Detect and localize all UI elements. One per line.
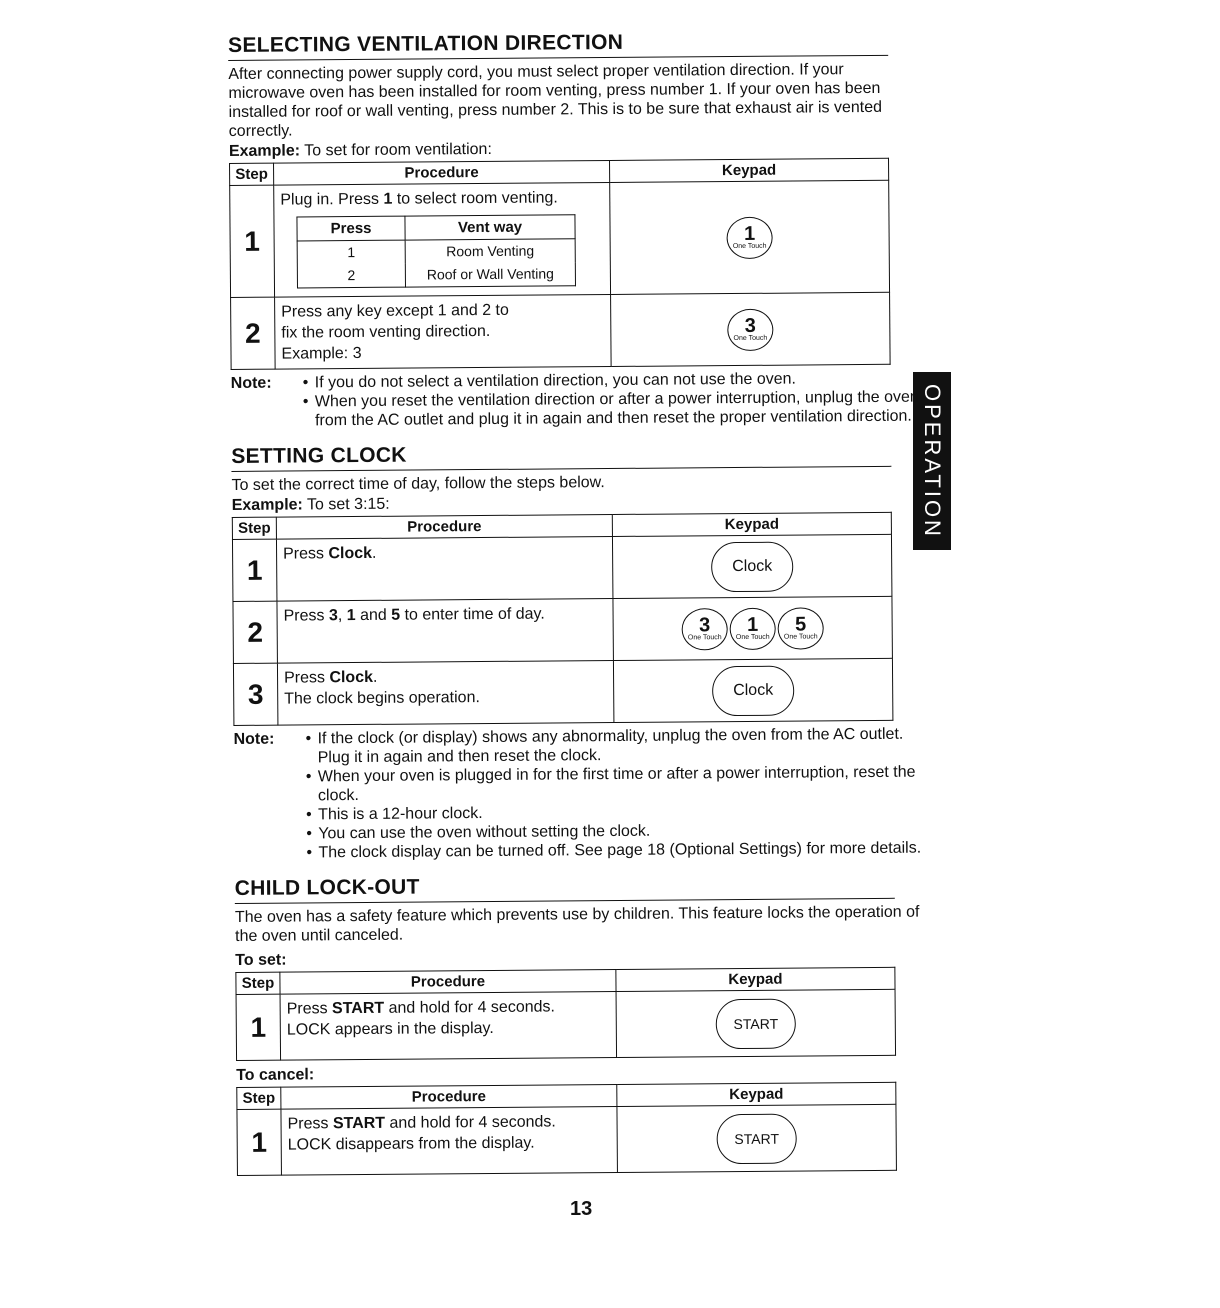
procedure-key: Clock: [329, 668, 374, 687]
procedure-text: and hold for 4 seconds.: [384, 998, 555, 1017]
header-keypad: Keypad: [610, 158, 889, 182]
keypad-cell: [616, 989, 896, 1057]
childlock-heading: CHILD LOCK-OUT: [235, 872, 895, 904]
procedure-text: .: [371, 544, 377, 562]
procedure-text: and: [355, 606, 392, 625]
one-touch-1-key[interactable]: [730, 607, 776, 649]
header-procedure: Procedure: [280, 969, 616, 994]
key-subtext: One Touch: [733, 334, 768, 342]
start-key[interactable]: START: [716, 998, 796, 1049]
table-row: [236, 989, 895, 1060]
keypad-cell: [611, 292, 891, 366]
procedure-line: The clock begins operation.: [284, 689, 480, 708]
start-key[interactable]: START: [716, 1113, 796, 1164]
procedure-key: Clock: [328, 544, 373, 563]
procedure-text: Press: [283, 607, 329, 625]
key-subtext: One Touch: [687, 633, 722, 641]
procedure-text: Plug in. Press: [280, 190, 384, 209]
list-item: • When your oven is plugged in for the first time or after a power interruption, reset the clock.: [306, 763, 924, 806]
key-subtext: One Touch: [783, 632, 818, 641]
step-number: 3: [233, 663, 277, 725]
header-procedure: Procedure: [274, 161, 610, 186]
keypad-cell: [617, 1104, 897, 1172]
inner-press: 2: [297, 264, 405, 288]
step-number: 2: [231, 297, 276, 369]
ventilation-note: [231, 369, 921, 431]
example-label: Example:: [231, 496, 303, 514]
clock-key[interactable]: Clock: [711, 541, 793, 592]
procedure-line: LOCK appears in the display.: [286, 1019, 494, 1039]
procedure-line: Example: 3: [281, 344, 362, 363]
step-procedure: [281, 1106, 618, 1175]
header-keypad: Keypad: [612, 512, 891, 536]
header-step: Step: [237, 1087, 281, 1109]
ventilation-table: [229, 158, 891, 370]
procedure-text: and hold for 4 seconds.: [384, 1113, 556, 1132]
clock-note: [233, 725, 924, 863]
list-item: • This is a 12-hour clock.: [306, 801, 924, 825]
procedure-text: .: [372, 668, 378, 686]
step-number: 1: [230, 185, 275, 297]
list-item: • The clock display can be turned off. See page 18 (Optional Settings) for more details.: [306, 839, 924, 863]
procedure-key: START: [332, 1114, 386, 1133]
keypad-cell: [613, 596, 892, 660]
ventilation-body: After connecting power supply cord, you must select proper ventilation direction. If your microwave oven has been installed for room venting, press number 1. If your oven has been installed for roof or wall venting, press number 2. This is to be sure that exhaust air is vented correctly.: [228, 61, 883, 140]
childlock-body: The oven has a safety feature which prevents use by children. This feature locks the operation of the oven until canceled.: [234, 903, 920, 945]
list-item: • When you reset the ventilation direction or after a power interruption, unplug the oven from the AC outlet and plug it in again and then reset the proper ventilation direction.: [303, 388, 921, 431]
header-procedure: Procedure: [276, 514, 612, 539]
procedure-key: 3: [328, 607, 338, 625]
header-procedure: Procedure: [281, 1084, 617, 1109]
step-number: 2: [233, 601, 277, 663]
key-group: [615, 606, 891, 650]
table-row: [232, 534, 891, 601]
manual-page: [228, 29, 927, 1176]
procedure-key: START: [331, 999, 385, 1018]
step-procedure: [280, 991, 617, 1060]
procedure-text: Press: [283, 545, 329, 563]
table-row: [231, 292, 891, 369]
key-subtext: One Touch: [732, 242, 767, 250]
procedure-text: to enter time of day.: [400, 605, 545, 624]
note-list: [303, 369, 921, 431]
inner-vent: Room Venting: [405, 239, 575, 264]
clock-section: [231, 440, 924, 863]
key-number: 5: [795, 612, 807, 636]
step-number: 1: [232, 539, 276, 601]
example-label: Example:: [228, 142, 301, 160]
header-keypad: Keypad: [617, 1082, 896, 1106]
note-label: Note:: [233, 730, 275, 748]
childlock-set-table: [235, 967, 896, 1061]
keypad-cell: [610, 180, 890, 294]
childlock-section: [235, 872, 927, 1176]
procedure-line: fix the room venting direction.: [281, 322, 491, 342]
key-number: 1: [743, 222, 756, 245]
table-row: [297, 262, 575, 288]
step-procedure: [276, 536, 612, 601]
step-procedure: [275, 295, 612, 370]
procedure-text: Press: [286, 1000, 333, 1018]
header-step: Step: [236, 972, 280, 994]
list-item: • You can use the oven without setting the clock.: [306, 820, 924, 844]
ventilation-heading: SELECTING VENTILATION DIRECTION: [228, 29, 888, 61]
keypad-cell: [613, 658, 892, 722]
section-tab-label: OPERATION: [920, 383, 945, 539]
ventilation-section: [228, 29, 921, 431]
table-row: [237, 1104, 896, 1175]
clock-table: [232, 512, 894, 726]
list-item: • If you do not select a ventilation direction, you can not use the oven.: [303, 369, 921, 393]
one-touch-3-key[interactable]: [727, 308, 773, 350]
procedure-key: 5: [391, 606, 401, 624]
table-row: [297, 239, 575, 265]
procedure-key: 1: [383, 190, 393, 208]
procedure-line: LOCK disappears from the display.: [287, 1134, 535, 1154]
key-number: 1: [747, 613, 759, 636]
one-touch-3-key[interactable]: [682, 608, 728, 650]
table-row: [233, 596, 892, 663]
vent-way-table: [296, 214, 576, 288]
keypad-cell: [612, 534, 891, 598]
to-set-label: To set:: [235, 951, 287, 969]
key-number: 3: [744, 314, 756, 337]
page-number: 13: [570, 1198, 593, 1220]
header-keypad: Keypad: [616, 967, 895, 991]
key-number: 3: [699, 613, 711, 636]
inner-press: 1: [297, 240, 405, 264]
table-row: [230, 180, 890, 297]
step-procedure: [277, 660, 613, 725]
step-number: 1: [237, 1109, 282, 1175]
list-item: • If the clock (or display) shows any abnormality, unplug the oven from the AC outlet. Plug it in again and then reset the clock.: [305, 725, 923, 768]
childlock-cancel-table: [236, 1082, 897, 1176]
clock-key[interactable]: Clock: [712, 665, 794, 716]
procedure-text: to select room venting.: [392, 189, 558, 208]
one-touch-1-key[interactable]: [726, 216, 772, 258]
procedure-key: 1: [346, 607, 356, 625]
step-procedure: [277, 598, 613, 663]
procedure-text: Press: [287, 1115, 333, 1133]
one-touch-5-key[interactable]: [778, 607, 824, 649]
step-procedure: [274, 183, 611, 298]
inner-vent: Roof or Wall Venting: [405, 262, 575, 287]
example-text: To set 3:15:: [306, 495, 390, 514]
header-step: Step: [230, 163, 274, 185]
table-row: [233, 658, 892, 725]
procedure-text: ,: [337, 607, 347, 625]
procedure-line: Press any key except 1 and 2 to: [281, 301, 509, 321]
inner-header-vent: Vent way: [405, 215, 575, 240]
example-text: To set for room ventilation:: [304, 140, 492, 160]
header-step: Step: [232, 517, 276, 539]
step-number: 1: [236, 994, 281, 1060]
clock-heading: SETTING CLOCK: [231, 440, 891, 472]
key-subtext: One Touch: [735, 633, 770, 641]
to-cancel-label: To cancel:: [236, 1066, 315, 1084]
procedure-text: Press: [283, 669, 330, 687]
note-label: Note:: [230, 374, 272, 392]
note-list: [305, 725, 924, 863]
clock-body: To set the correct time of day, follow the steps below.: [231, 474, 605, 494]
inner-header-press: Press: [297, 216, 405, 241]
